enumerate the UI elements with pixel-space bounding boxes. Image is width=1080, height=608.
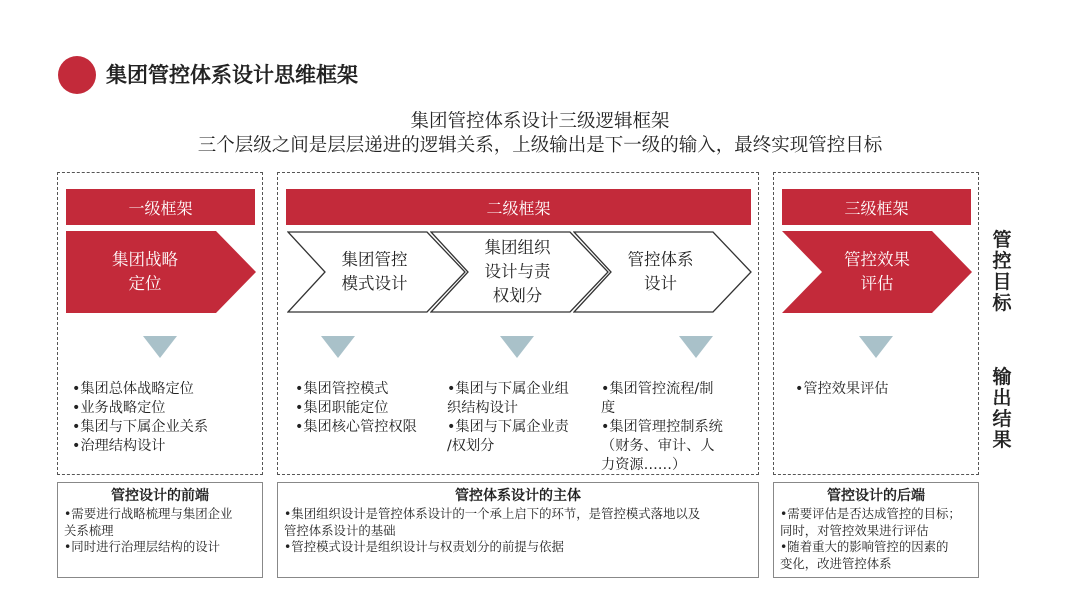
note-title: 管控设计的前端 [111,488,209,504]
step-label: 管控体系 设计 [627,250,694,293]
note-item: •需要评估是否达成管控的目标； 同时，对管控效果进行评估 [780,506,961,538]
step-label: 集团组织 设计与责 权划分 [484,238,551,305]
note-item: •需要进行战略梳理与集团企业 关系梳理 [64,506,233,538]
down-arrow-icon [321,336,355,358]
level1-band: 一级框架 [66,189,255,225]
page-title: 集团管控体系设计思维框架 [106,63,358,87]
step-label: 管控效果 评估 [844,250,910,293]
output-item: •集团与下属企业关系 [72,419,209,435]
output-item: •集团管控模式 [295,381,389,397]
control-system-outputs [601,380,753,475]
output-item: •集团管控流程/制 度 [601,381,714,416]
diagram-subtitle: 集团管控体系设计三级逻辑框架 [410,111,670,132]
output-item: •集团管理控制系统 （财务、审计、人 力资源……） [601,419,723,473]
step-effect-evaluation [782,231,972,313]
org-design-outputs [447,380,597,456]
note-item: •同时进行治理层结构的设计 [64,539,220,554]
level3-outputs [795,380,965,399]
output-item: •集团与下属企业组 织结构设计 [447,381,569,416]
level2-band: 二级框架 [286,189,751,225]
note-item: •集团组织设计是管控体系设计的一个承上启下的环节，是管控模式落地以及 管控体系设计的基础 [284,506,701,538]
step-label: 集团战略 定位 [112,250,178,293]
note-item: •随着重大的影响管控的因素的 变化，改进管控体系 [780,539,949,571]
note-back-end [773,482,979,578]
diagram-description: 三个层级之间是层层递进的逻辑关系，上级输出是下一级的输入，最终实现管控目标 [197,135,883,156]
output-item: •集团与下属企业责 /权划分 [447,419,569,454]
down-arrow-icon [679,336,713,358]
note-main-body [277,482,759,578]
output-item: •集团职能定位 [295,400,389,416]
title-bullet-dot [58,56,96,94]
note-front-end [57,482,263,578]
output-item: •集团总体战略定位 [72,381,194,397]
step-control-system-design [573,231,753,313]
step-label: 集团管控 模式设计 [341,250,408,293]
side-label-output [990,367,1014,451]
down-arrow-icon [500,336,534,358]
level1-outputs [72,380,257,456]
note-title: 管控设计的后端 [827,488,925,504]
output-item: •集团核心管控权限 [295,419,417,435]
control-mode-outputs [295,380,445,437]
output-item: •业务战略定位 [72,400,166,416]
note-title: 管控体系设计的主体 [455,488,581,504]
down-arrow-icon [143,336,177,358]
side-label-output-text: 输出结果 [992,366,1012,451]
side-label-goal [990,230,1014,314]
level3-band: 三级框架 [782,189,971,225]
output-item: •管控效果评估 [795,381,889,397]
note-item: •管控模式设计是组织设计与权责划分的前提与依据 [284,539,564,554]
side-label-goal-text: 管控目标 [992,229,1012,314]
output-item: •治理结构设计 [72,438,166,454]
down-arrow-icon [859,336,893,358]
step-strategy-positioning [66,231,256,313]
